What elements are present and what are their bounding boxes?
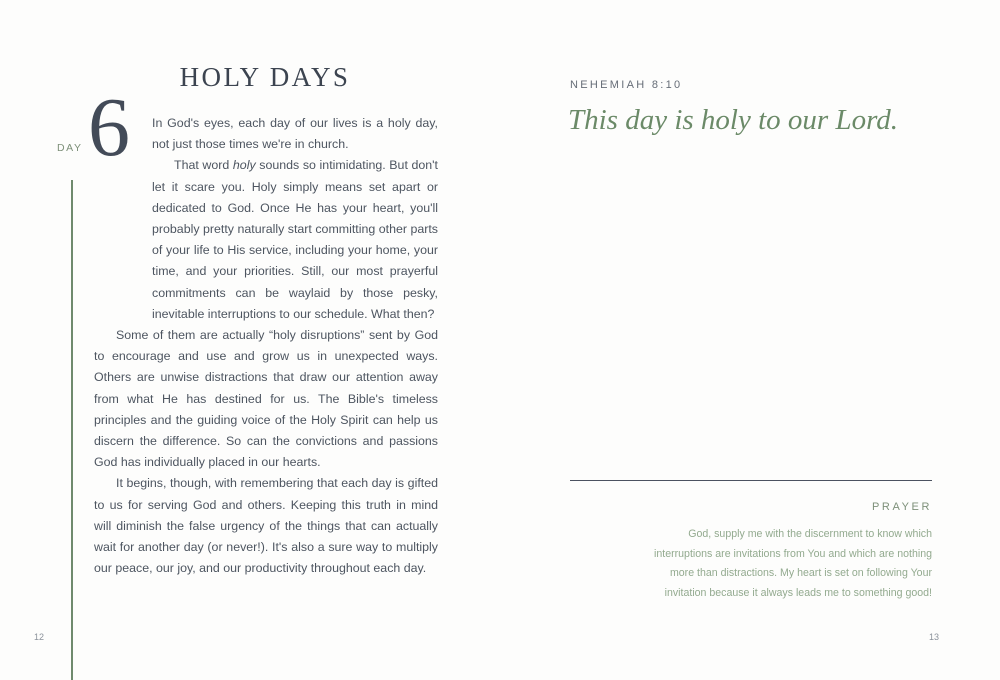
- devotional-body: [94, 113, 438, 579]
- verse-quote: This day is holy to our Lord.: [568, 104, 899, 136]
- prayer-heading: PRAYER: [871, 501, 932, 513]
- prayer-divider-rule: [570, 480, 932, 481]
- day-number: 6: [88, 81, 130, 174]
- paragraph-text-before-italic: That word: [174, 158, 233, 173]
- vertical-accent-rule: [71, 180, 73, 680]
- day-label: DAY: [57, 142, 83, 154]
- body-paragraph: It begins, though, with remembering that each day is gifted to us for serving God and others. Keeping this truth in mind will diminish the false urgency of the things that can actually wait for another day (or never!). It's also a sure way to multiply our peace, our joy, and our productivity throughout each day.: [94, 476, 438, 576]
- scripture-reference: NEHEMIAH 8:10: [570, 79, 683, 91]
- body-paragraph: [152, 155, 438, 325]
- page-number-right: 13: [929, 632, 940, 642]
- paragraph-text-after-italic: sounds so intimidating. But don't let it scare you. Holy simply means set apart or dedicated to God. Once He has your heart, you'll probably pretty naturally start committing other parts of your life to His service, including your home, your time, and your priorities. Still, our most prayerful commitments can be waylaid by those pesky, inevitable interruptions to our schedule. What then?: [152, 158, 438, 321]
- prayer-text: God, supply me with the discernment to know which interruptions are invitations from You and which are nothing more than distractions. My heart is set on following Your invitation because it always leads me to something good!: [654, 528, 932, 599]
- right-page: [500, 0, 1000, 680]
- page-title: HOLY DAYS: [179, 62, 351, 92]
- italic-emphasis-word: holy: [232, 158, 256, 173]
- page-number-left: 12: [34, 632, 45, 642]
- body-paragraph: Some of them are actually “holy disruptions” sent by God to encourage and use and grow us in unexpected ways. Others are unwise distractions that draw our attention away from what He has destined for us. The Bible's timeless principles and the guiding voice of the Holy Spirit can help us discern the difference. So can the convictions and passions God has individually placed in our hearts.: [94, 328, 438, 470]
- body-paragraph: In God's eyes, each day of our lives is a holy day, not just those times we're in church.: [152, 116, 438, 152]
